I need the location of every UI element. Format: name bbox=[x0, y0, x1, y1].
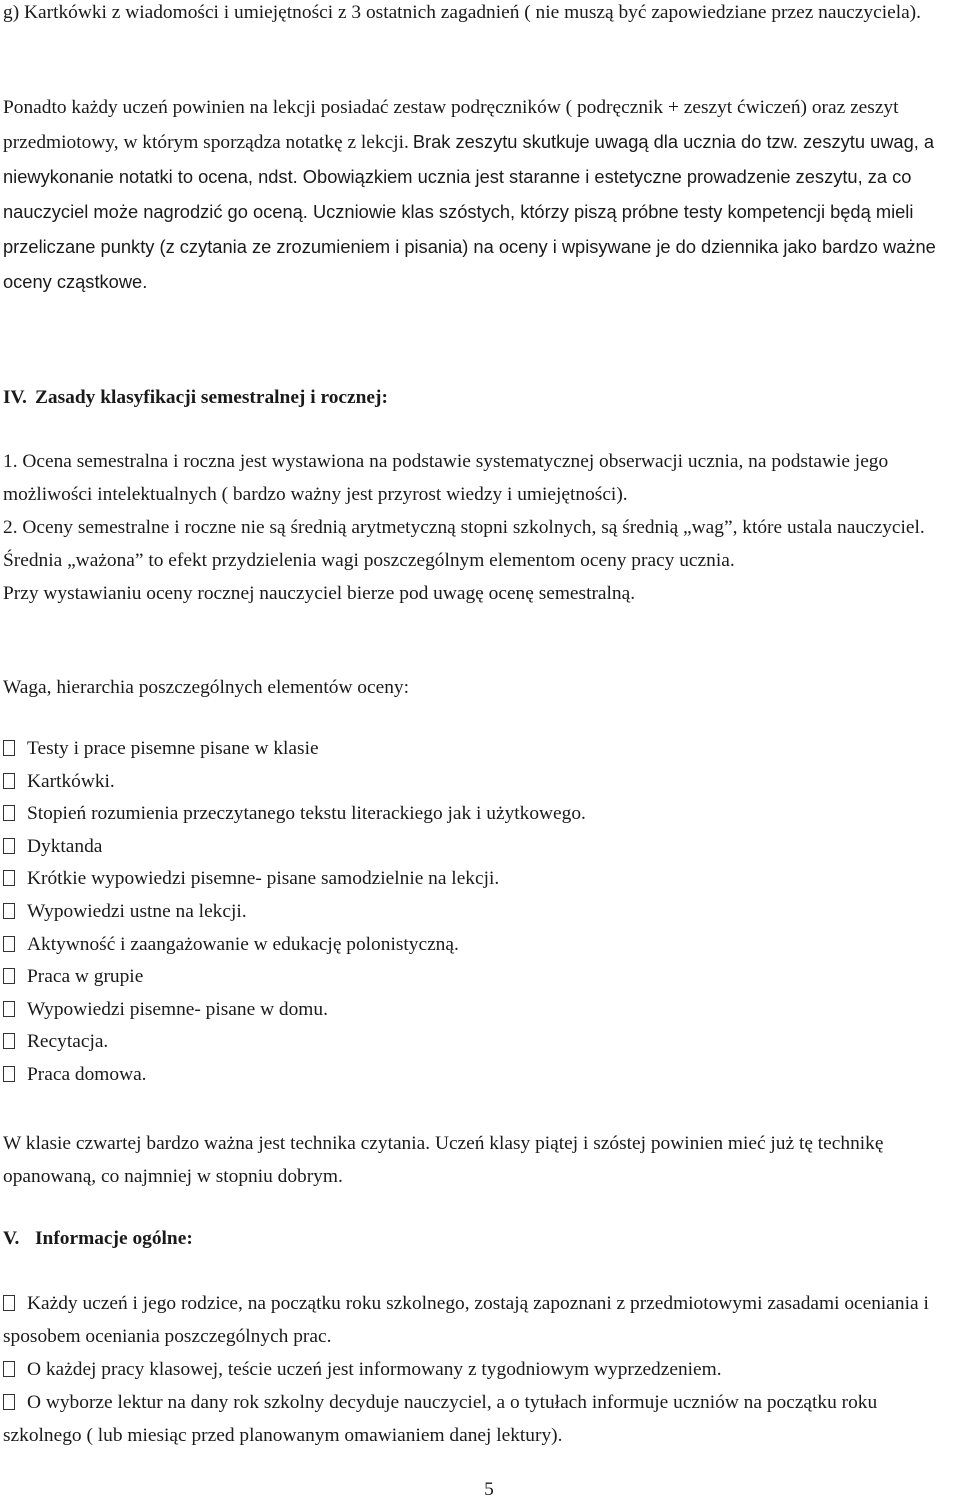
info-list bbox=[3, 1287, 955, 1452]
list-item-text: Testy i prace pisemne pisane w klasie bbox=[27, 738, 319, 759]
paragraph-przy-wystawianiu: Przy wystawianiu oceny rocznej nauczyciel bierze pod uwagę ocenę semestralną. bbox=[3, 583, 636, 604]
list-item bbox=[3, 830, 955, 863]
page-number: 5 bbox=[484, 1479, 494, 1500]
checkbox-glyph-icon bbox=[3, 773, 15, 789]
list-item bbox=[3, 1353, 955, 1386]
list-item bbox=[3, 1386, 955, 1452]
list-item-text: O wyborze lektur na dany rok szkolny decyduje nauczyciel, a o tytułach informuje uczniów na początku roku szkolnego ( lub miesiąc przed planowanym omawianiem danej lektury). bbox=[3, 1392, 878, 1446]
list-item-text: Wypowiedzi ustne na lekcji. bbox=[27, 900, 247, 922]
list-item-text: Praca domowa. bbox=[27, 1063, 147, 1085]
list-item bbox=[3, 1058, 955, 1091]
checkbox-glyph-icon bbox=[3, 805, 15, 821]
paragraph-ponadto-serif: Ponadto każdy uczeń powinien na lekcji posiadać zestaw podręczników ( podręcznik + zeszyt ćwiczeń) oraz zeszyt przedmiotowy, w którym sporządza notatkę z lekcji. bbox=[3, 97, 899, 153]
checkbox-glyph-icon bbox=[3, 1066, 15, 1082]
checkbox-glyph-icon bbox=[3, 870, 15, 886]
checkbox-glyph-icon bbox=[3, 1394, 15, 1410]
list-item-text: Każdy uczeń i jego rodzice, na początku roku szkolnego, zostają zapoznani z przedmiotowymi zasadami oceniania i sposobem oceniania poszczególnych prac. bbox=[3, 1293, 929, 1347]
paragraph-waga-intro: Waga, hierarchia poszczególnych elementów oceny: bbox=[3, 677, 409, 698]
checkbox-glyph-icon bbox=[3, 1001, 15, 1017]
list-item bbox=[3, 732, 955, 765]
list-item bbox=[3, 895, 955, 928]
checkbox-glyph-icon bbox=[3, 936, 15, 952]
list-item bbox=[3, 928, 955, 961]
list-item bbox=[3, 1025, 955, 1058]
section-title: Zasady klasyfikacji semestralnej i rocznej: bbox=[35, 387, 388, 408]
paragraph-ocena-semestralna bbox=[3, 445, 955, 610]
checkbox-glyph-icon bbox=[3, 1033, 15, 1049]
paragraph-kartkowki: g) Kartkówki z wiadomości i umiejętności z 3 ostatnich zagadnień ( nie muszą być zapowiedziane przez nauczyciela). bbox=[3, 2, 921, 23]
list-item-text: Praca w grupie bbox=[27, 966, 144, 988]
checkbox-glyph-icon bbox=[3, 1361, 15, 1377]
list-item bbox=[3, 765, 955, 798]
list-item-text: Stopień rozumienia przeczytanego tekstu literackiego jak i użytkowego. bbox=[27, 803, 586, 825]
section-title: Informacje ogólne: bbox=[35, 1228, 193, 1249]
paragraph-ponadto-sans: Brak zeszytu skutkuje uwagą dla ucznia do tzw. zeszytu uwag, a niewykonanie notatki to ocena, ndst. Obowiązkiem ucznia jest staranne i estetyczne prowadzenie zeszytu, za co nauczyciel może nagrodzić go oceną. Uczniowie klas szóstych, którzy piszą próbne testy kompetencji będą mieli przeliczane punkty (z czytania ze zrozumieniem i pisania) na oceny i wpisywane je do dziennika jako bardzo ważne oceny cząstkowe. bbox=[3, 131, 936, 292]
list-item-text: Recytacja. bbox=[27, 1031, 109, 1053]
paragraph-technika: W klasie czwartej bardzo ważna jest technika czytania. Uczeń klasy piątej i szóstej powinien mieć już tę technikę opanowaną, co najmniej w stopniu dobrym. bbox=[3, 1133, 884, 1187]
checkbox-glyph-icon bbox=[3, 903, 15, 919]
section-number: V. bbox=[3, 1228, 20, 1249]
list-item bbox=[3, 960, 955, 993]
checkbox-glyph-icon bbox=[3, 740, 15, 756]
list-item bbox=[3, 862, 955, 895]
list-item-text: Dyktanda bbox=[27, 835, 103, 857]
list-item-text: Wypowiedzi pisemne- pisane w domu. bbox=[27, 998, 328, 1020]
paragraph-point-2: 2. Oceny semestralne i roczne nie są średnią arytmetyczną stopni szkolnych, są średnią „wag”, które ustala nauczyciel. Średnia „ważona” to efekt przydzielenia wagi poszczególnym elementom oceny pracy ucznia. bbox=[3, 517, 925, 571]
list-item bbox=[3, 797, 955, 830]
section-number: IV. bbox=[3, 387, 27, 408]
checkbox-glyph-icon bbox=[3, 838, 15, 854]
section-heading-iv bbox=[3, 381, 955, 414]
list-item-text: Aktywność i zaangażowanie w edukację polonistyczną. bbox=[27, 933, 459, 955]
list-item-text: O każdej pracy klasowej, teście uczeń jest informowany z tygodniowym wyprzedzeniem. bbox=[27, 1359, 722, 1380]
paragraph-ponadto bbox=[3, 91, 955, 300]
checkbox-glyph-icon bbox=[3, 1295, 15, 1311]
list-item bbox=[3, 1287, 955, 1353]
checkbox-glyph-icon bbox=[3, 968, 15, 984]
list-item-text: Kartkówki. bbox=[27, 770, 115, 792]
section-heading-v bbox=[3, 1222, 955, 1255]
waga-list bbox=[3, 732, 955, 1091]
list-item bbox=[3, 993, 955, 1026]
list-item-text: Krótkie wypowiedzi pisemne- pisane samodzielnie na lekcji. bbox=[27, 868, 500, 890]
paragraph-point-1: 1. Ocena semestralna i roczna jest wystawiona na podstawie systematycznej obserwacji ucznia, na podstawie jego możliwości intelektualnych ( bardzo ważny jest przyrost wiedzy i umiejętności). bbox=[3, 451, 889, 505]
